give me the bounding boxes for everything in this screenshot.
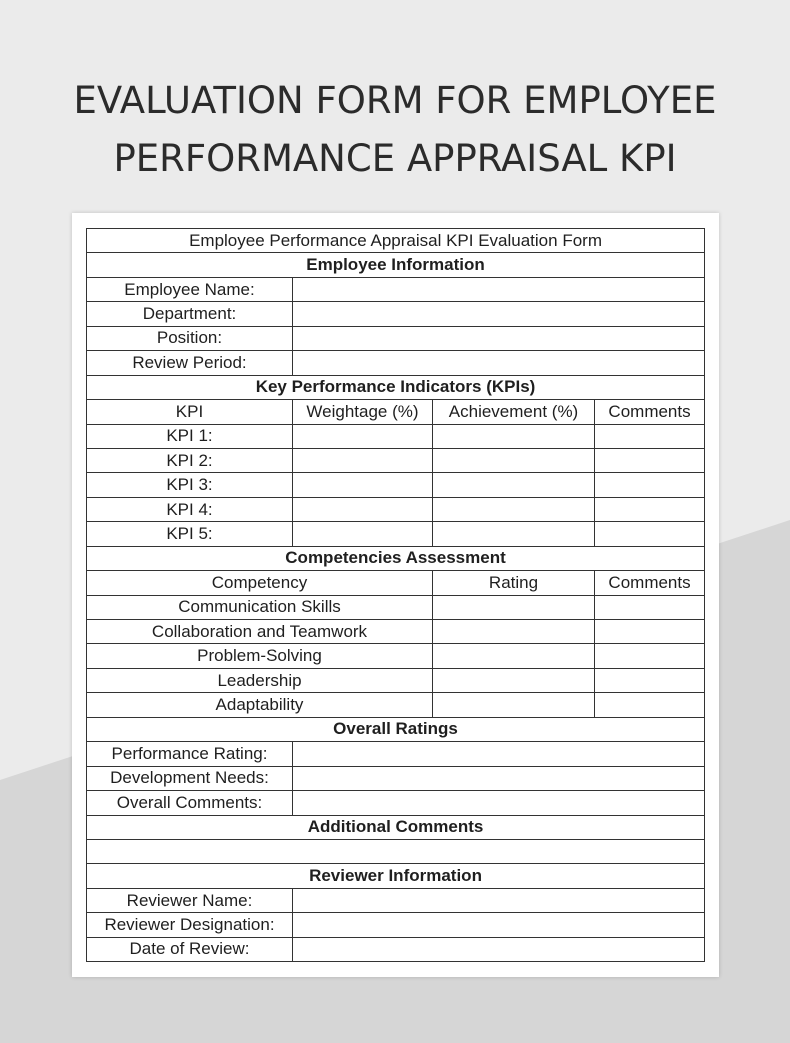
rating-column-header: Rating [433,571,595,595]
kpi-label: KPI 2: [87,448,293,472]
section-row [87,717,705,741]
achievement-cell[interactable] [433,473,595,497]
competency-row [87,693,705,717]
achievement-column-header: Achievement (%) [433,400,595,424]
section-row [87,253,705,277]
performance-rating-field[interactable] [293,742,705,766]
employee-name-label: Employee Name: [87,277,293,301]
weightage-cell[interactable] [293,473,433,497]
weightage-cell[interactable] [293,448,433,472]
rating-cell[interactable] [433,668,595,692]
additional-comments-row [87,839,705,863]
kpi-label: KPI 3: [87,473,293,497]
overall-comments-row [87,791,705,815]
weightage-cell[interactable] [293,424,433,448]
kpi-row [87,448,705,472]
reviewer-name-row [87,888,705,912]
section-row [87,864,705,888]
rating-cell[interactable] [433,595,595,619]
competency-comments-cell[interactable] [595,668,705,692]
competency-comments-cell[interactable] [595,595,705,619]
employee-info-heading: Employee Information [87,253,705,277]
weightage-column-header: Weightage (%) [293,400,433,424]
overall-ratings-heading: Overall Ratings [87,717,705,741]
section-row [87,815,705,839]
kpi-column-header-row [87,400,705,424]
competency-comments-cell[interactable] [595,693,705,717]
competency-row [87,668,705,692]
competency-comments-cell[interactable] [595,644,705,668]
development-needs-field[interactable] [293,766,705,790]
page-title-line-1: EVALUATION FORM FOR EMPLOYEE [73,79,717,122]
weightage-cell[interactable] [293,497,433,521]
section-row [87,375,705,399]
competency-label: Collaboration and Teamwork [87,620,433,644]
reviewer-info-heading: Reviewer Information [87,864,705,888]
additional-comments-field[interactable] [87,839,705,863]
kpi-comments-cell[interactable] [595,448,705,472]
kpi-column-header: KPI [87,400,293,424]
rating-cell[interactable] [433,644,595,668]
achievement-cell[interactable] [433,522,595,546]
achievement-cell[interactable] [433,497,595,521]
achievement-cell[interactable] [433,448,595,472]
performance-rating-row [87,742,705,766]
department-label: Department: [87,302,293,326]
reviewer-name-label: Reviewer Name: [87,888,293,912]
kpi-heading: Key Performance Indicators (KPIs) [87,375,705,399]
competency-comments-cell[interactable] [595,620,705,644]
reviewer-name-field[interactable] [293,888,705,912]
weightage-cell[interactable] [293,522,433,546]
reviewer-designation-row [87,913,705,937]
department-row [87,302,705,326]
achievement-cell[interactable] [433,424,595,448]
kpi-comments-cell[interactable] [595,522,705,546]
employee-name-field[interactable] [293,277,705,301]
kpi-label: KPI 1: [87,424,293,448]
competencies-heading: Competencies Assessment [87,546,705,570]
position-field[interactable] [293,326,705,350]
competency-row [87,620,705,644]
competency-label: Problem-Solving [87,644,433,668]
evaluation-form-table [86,228,705,962]
additional-comments-heading: Additional Comments [87,815,705,839]
competency-column-header-row [87,571,705,595]
date-of-review-label: Date of Review: [87,937,293,961]
competency-label: Adaptability [87,693,433,717]
page-title-line-2: PERFORMANCE APPRAISAL KPI [113,137,677,180]
kpi-label: KPI 5: [87,522,293,546]
reviewer-designation-field[interactable] [293,913,705,937]
kpi-row [87,497,705,521]
kpi-comments-cell[interactable] [595,473,705,497]
kpi-row [87,522,705,546]
form-header-row [87,229,705,253]
department-field[interactable] [293,302,705,326]
competency-label: Communication Skills [87,595,433,619]
employee-name-row [87,277,705,301]
competency-row [87,595,705,619]
performance-rating-label: Performance Rating: [87,742,293,766]
rating-cell[interactable] [433,620,595,644]
kpi-comments-cell[interactable] [595,497,705,521]
rating-cell[interactable] [433,693,595,717]
review-period-row [87,351,705,375]
review-period-label: Review Period: [87,351,293,375]
competency-label: Leadership [87,668,433,692]
competency-row [87,644,705,668]
overall-comments-label: Overall Comments: [87,791,293,815]
kpi-row [87,473,705,497]
form-header: Employee Performance Appraisal KPI Evaluation Form [87,229,705,253]
date-of-review-field[interactable] [293,937,705,961]
kpi-comments-column-header: Comments [595,400,705,424]
kpi-row [87,424,705,448]
position-label: Position: [87,326,293,350]
overall-comments-field[interactable] [293,791,705,815]
development-needs-row [87,766,705,790]
date-of-review-row [87,937,705,961]
development-needs-label: Development Needs: [87,766,293,790]
page-title [0,72,790,188]
kpi-comments-cell[interactable] [595,424,705,448]
competency-comments-column-header: Comments [595,571,705,595]
section-row [87,546,705,570]
position-row [87,326,705,350]
form-paper [72,213,719,977]
reviewer-designation-label: Reviewer Designation: [87,913,293,937]
competency-column-header: Competency [87,571,433,595]
kpi-label: KPI 4: [87,497,293,521]
review-period-field[interactable] [293,351,705,375]
